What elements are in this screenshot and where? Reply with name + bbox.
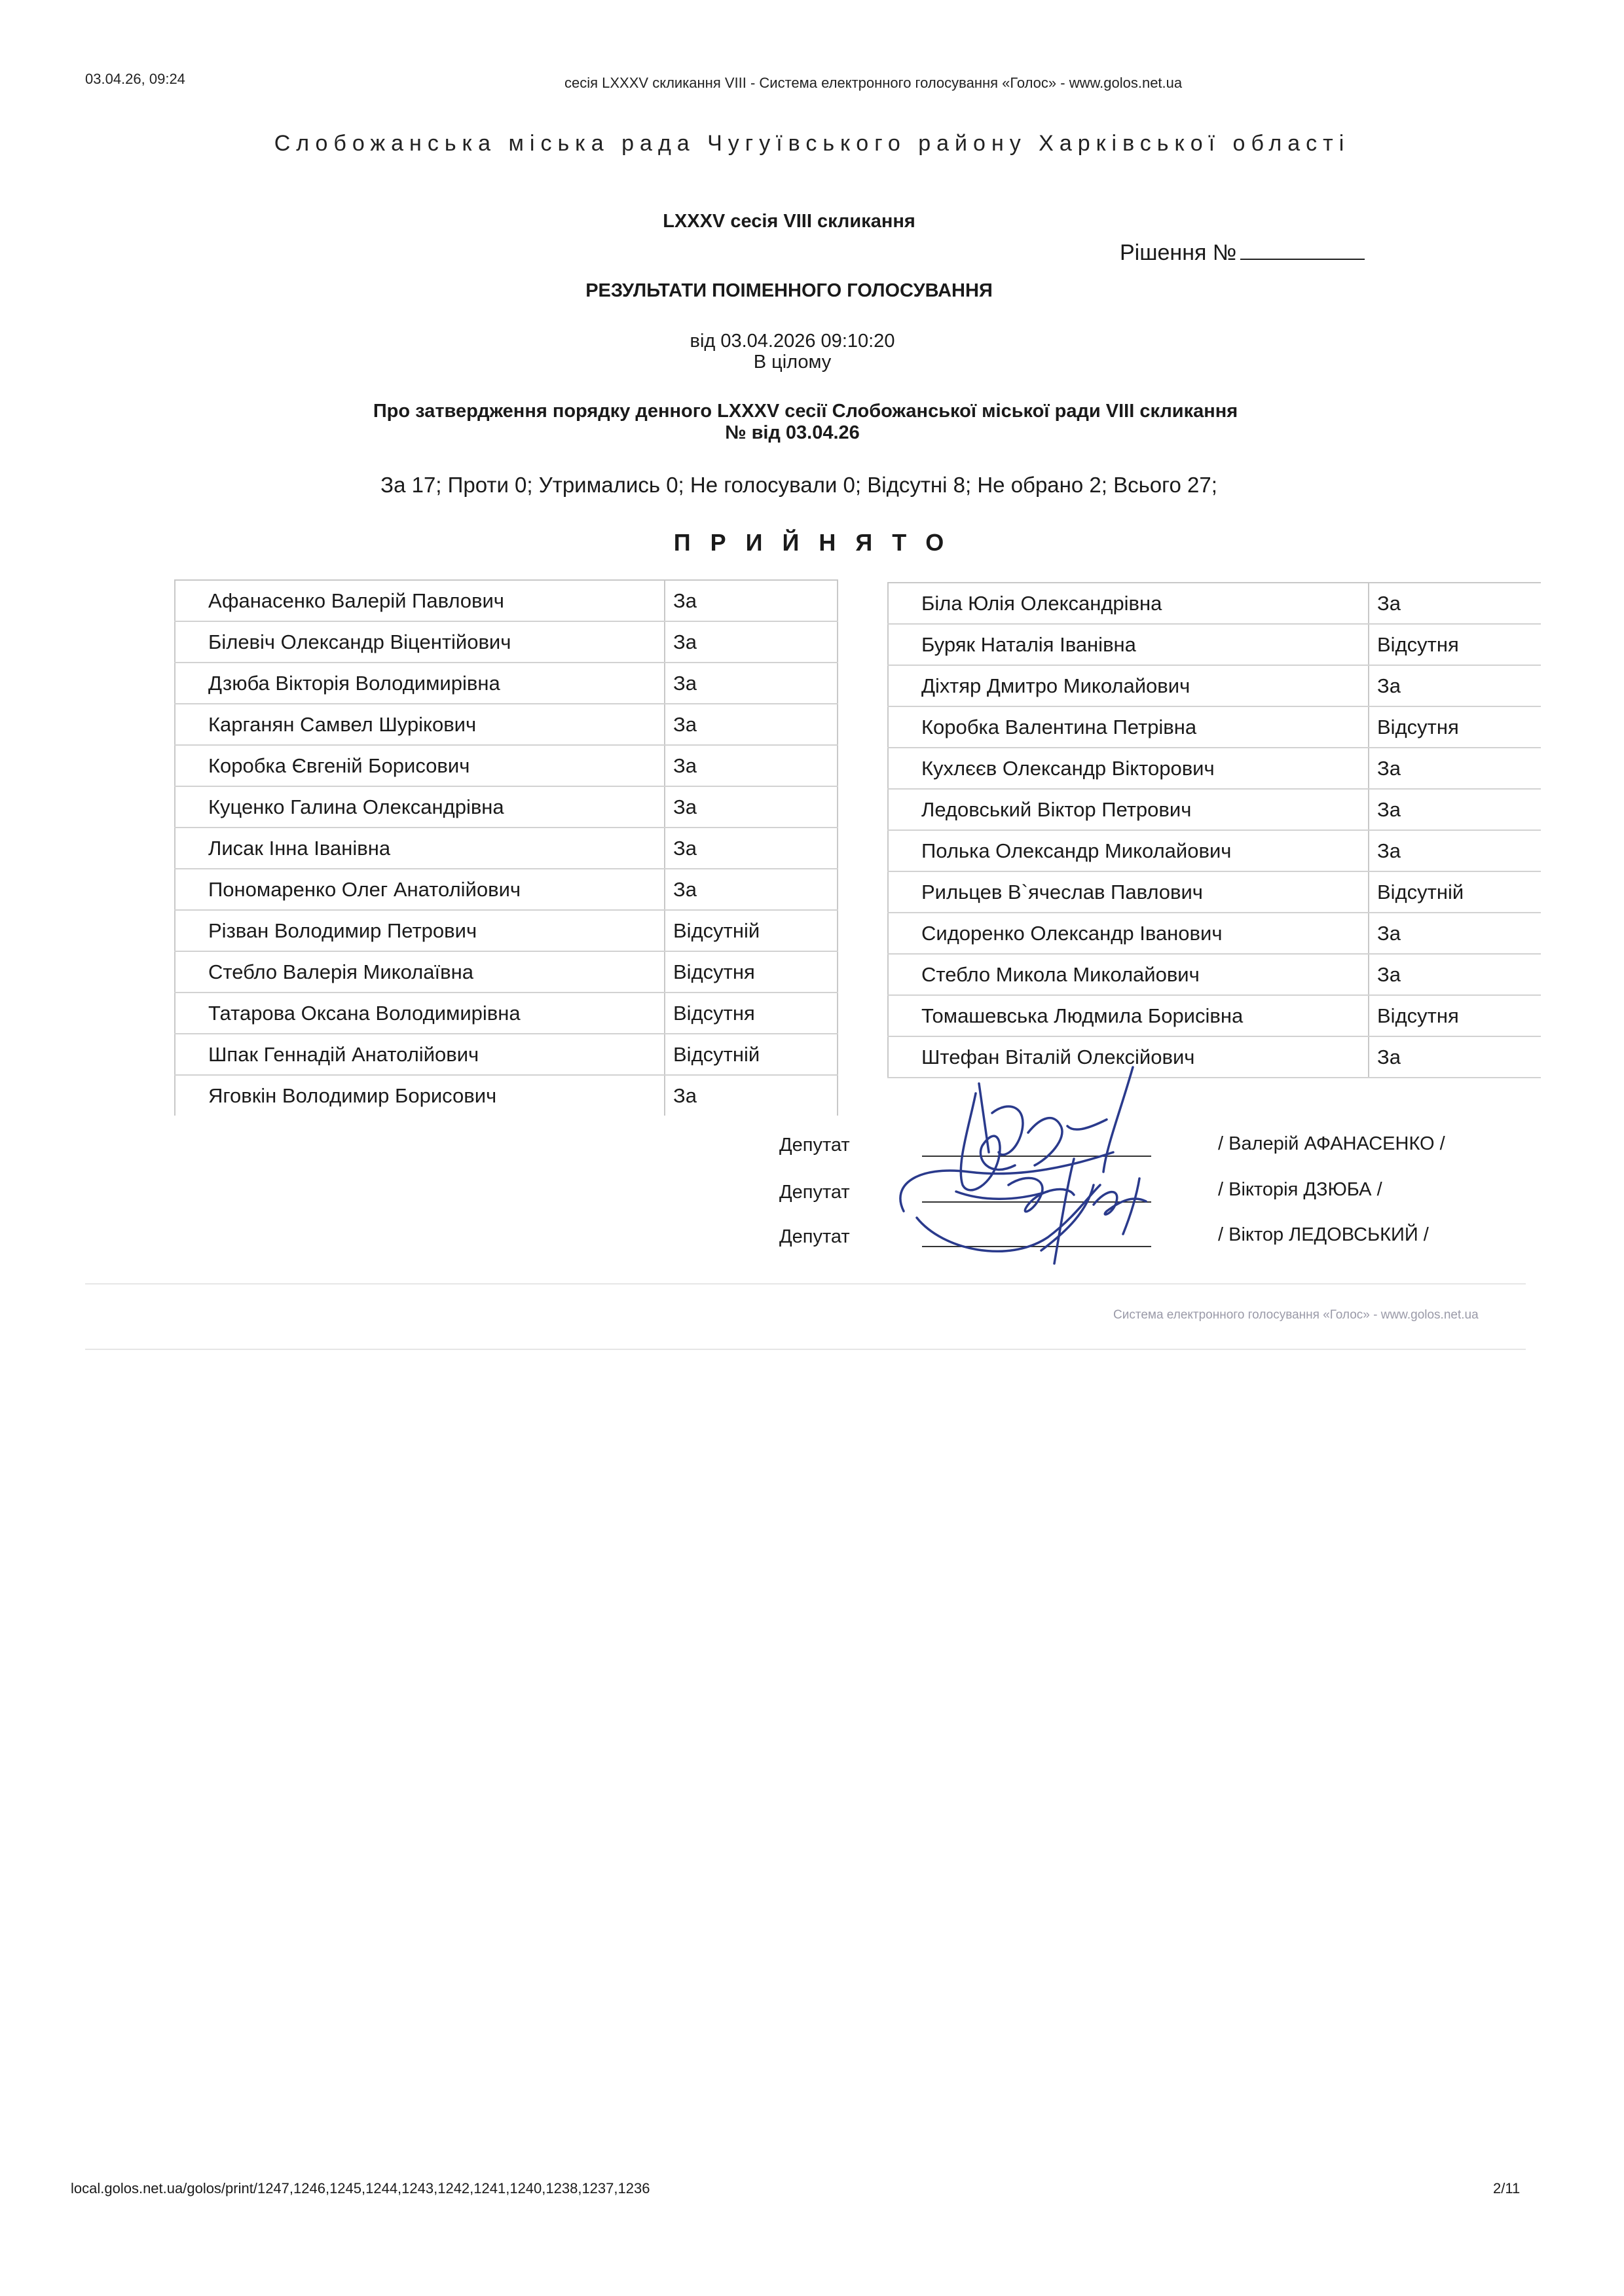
deputy-name: Біла Юлія Олександрівна [888,583,1369,624]
deputy-vote: За [1369,789,1541,830]
deputy-vote: За [1369,913,1541,954]
divider-top [85,1283,1526,1285]
vote-row-left-8 [175,869,838,910]
vote-row-left-9 [175,910,838,951]
vote-row-right-6 [888,789,1541,830]
deputy-vote: Відсутня [1369,995,1541,1036]
vote-scope: В цілому [753,352,832,373]
deputy-vote: За [665,621,838,663]
print-url: local.golos.net.ua/golos/print/1247,1246,1245,1244,1243,1242,1241,1240,1238,1237,1236 [71,2180,650,2196]
topic-line-2: № від 03.04.26 [725,422,860,443]
deputy-vote: За [665,828,838,869]
deputy-vote: Відсутня [665,993,838,1034]
deputy-name: Полька Олександр Миколайович [888,830,1369,871]
vote-row-left-13 [175,1075,838,1116]
vote-row-right-3 [888,665,1541,706]
deputy-vote: За [665,745,838,786]
vote-row-right-5 [888,748,1541,789]
deputy-name: Татарова Оксана Володимирівна [175,993,665,1034]
deputy-vote: За [1369,1036,1541,1078]
session-title: LXXXV сесія VIII скликання [663,211,915,232]
deputy-vote: За [1369,583,1541,624]
deputy-name: Ледовський Віктор Петрович [888,789,1369,830]
deputy-name: Стебло Микола Миколайович [888,954,1369,995]
votes-table-left [174,579,838,1116]
print-timestamp: 03.04.26, 09:24 [85,71,185,87]
vote-row-right-8 [888,871,1541,913]
signature-label-3: Депутат [779,1226,850,1247]
system-title: сесія LXXXV скликання VIII - Система електронного голосування «Голос» - www.golos.net.ua [564,75,1183,91]
vote-row-left-2 [175,621,838,663]
deputy-vote: Відсутній [1369,871,1541,913]
deputy-name: Різван Володимир Петрович [175,910,665,951]
vote-row-left-6 [175,786,838,828]
vote-row-right-2 [888,624,1541,665]
vote-row-right-7 [888,830,1541,871]
deputy-vote: За [665,704,838,745]
vote-row-left-7 [175,828,838,869]
signature-name-3: / Віктор ЛЕДОВСЬКИЙ / [1218,1224,1429,1245]
deputy-name: Білевіч Олександр Віцентійович [175,621,665,663]
vote-row-left-4 [175,704,838,745]
signature-name-2: / Вікторія ДЗЮБА / [1218,1179,1382,1200]
vote-row-left-11 [175,993,838,1034]
deputy-name: Шпак Геннадій Анатолійович [175,1034,665,1075]
decision-label: Рішення № [1120,240,1237,265]
deputy-name: Буряк Наталія Іванівна [888,624,1369,665]
deputy-name: Коробка Валентина Петрівна [888,706,1369,748]
deputy-name: Штефан Віталій Олексійович [888,1036,1369,1078]
deputy-name: Афанасенко Валерій Павлович [175,580,665,621]
deputy-vote: За [665,786,838,828]
deputy-name: Рильцев В`ячеслав Павлович [888,871,1369,913]
vote-row-right-10 [888,954,1541,995]
deputy-vote: За [665,869,838,910]
vote-row-left-1 [175,580,838,621]
page-number: 2/11 [1493,2180,1521,2196]
deputy-name: Яговкін Володимир Борисович [175,1075,665,1116]
footer-system: Система електронного голосування «Голос» - www.golos.net.ua [1113,1308,1479,1322]
decision-number-blank [1240,239,1365,260]
deputy-vote: За [665,1075,838,1116]
deputy-vote: За [665,580,838,621]
handwritten-signatures [877,1054,1192,1290]
divider-bottom [85,1349,1526,1350]
votes-table-right [887,582,1541,1078]
decision-number [1120,239,1365,266]
deputy-vote: Відсутня [1369,706,1541,748]
results-title: РЕЗУЛЬТАТИ ПОІМЕННОГО ГОЛОСУВАННЯ [585,280,993,301]
deputy-vote: За [1369,665,1541,706]
council-name: Слобожанська міська рада Чугуївського району Харківської області [274,131,1350,156]
result-status: ПРИЙНЯТО [673,529,964,556]
deputy-vote: Відсутня [1369,624,1541,665]
vote-date: від 03.04.2026 09:10:20 [690,331,895,352]
deputy-vote: Відсутня [665,951,838,993]
vote-row-left-12 [175,1034,838,1075]
vote-row-left-3 [175,663,838,704]
deputy-vote: За [1369,830,1541,871]
deputy-name: Карганян Самвел Шурікович [175,704,665,745]
vote-row-left-10 [175,951,838,993]
deputy-name: Пономаренко Олег Анатолійович [175,869,665,910]
deputy-name: Кухлєєв Олександр Вікторович [888,748,1369,789]
deputy-name: Дзюба Вікторія Володимирівна [175,663,665,704]
signature-label-2: Депутат [779,1182,850,1203]
deputy-vote: За [1369,954,1541,995]
deputy-name: Стебло Валерія Миколаївна [175,951,665,993]
deputy-vote: Відсутній [665,1034,838,1075]
deputy-name: Коробка Євгеній Борисович [175,745,665,786]
vote-totals: За 17; Проти 0; Утримались 0; Не голосували 0; Відсутні 8; Не обрано 2; Всього 27; [380,473,1217,497]
deputy-name: Томашевська Людмила Борисівна [888,995,1369,1036]
deputy-vote: За [1369,748,1541,789]
vote-row-left-5 [175,745,838,786]
signature-name-1: / Валерій АФАНАСЕНКО / [1218,1133,1445,1154]
vote-row-right-9 [888,913,1541,954]
deputy-name: Діхтяр Дмитро Миколайович [888,665,1369,706]
vote-row-right-4 [888,706,1541,748]
topic-line-1: Про затвердження порядку денного LXXXV сесії Слобожанської міської ради VIII скликання [373,401,1238,422]
vote-row-right-1 [888,583,1541,624]
signature-label-1: Депутат [779,1135,850,1156]
vote-row-right-11 [888,995,1541,1036]
deputy-name: Лисак Інна Іванівна [175,828,665,869]
deputy-vote: Відсутній [665,910,838,951]
deputy-vote: За [665,663,838,704]
deputy-name: Сидоренко Олександр Іванович [888,913,1369,954]
deputy-name: Куценко Галина Олександрівна [175,786,665,828]
